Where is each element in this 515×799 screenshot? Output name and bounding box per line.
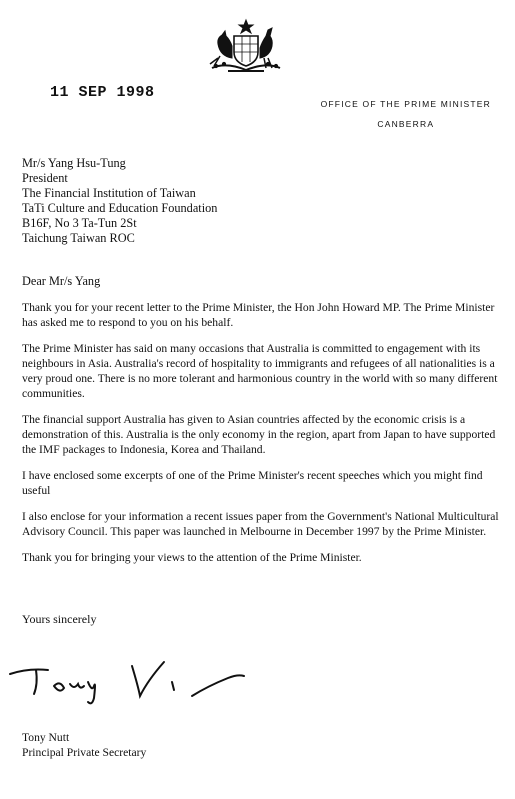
signer-name: Tony Nutt: [22, 731, 70, 744]
body-paragraph: The Prime Minister has said on many occasions that Australia is committed to engagement with its neighbours in Asia. Australia's record of hospitality to immigrants and refugees of all nationalities is a very proud one. There is no more tolerant and harmonious country in the world with so many different communities.: [22, 342, 498, 400]
recipient-street: B16F, No 3 Ta-Tun 2St: [22, 216, 137, 230]
handwritten-signature-icon: [8, 656, 248, 708]
letter-date: 11 SEP 1998: [50, 84, 155, 101]
office-title: OFFICE OF THE PRIME MINISTER: [320, 99, 491, 109]
body-paragraph: I also enclose for your information a recent issues paper from the Government's National Multicultural Advisory Council. This paper was launched in Melbourne in December 1997 by the Prime Minister.: [22, 510, 499, 538]
body-paragraph: Thank you for your recent letter to the Prime Minister, the Hon John Howard MP. The Prime Minister has asked me to respond to you on his behalf.: [22, 301, 495, 329]
body-paragraph: Thank you for bringing your views to the attention of the Prime Minister.: [22, 551, 362, 564]
coat-of-arms-icon: [206, 18, 286, 74]
body-paragraph: The financial support Australia has given to Asian countries affected by the economic crisis is a demonstration of this. Australia is the only economy in the region, apart from Japan to have supported the IMF packages to Indonesia, Korea and Thailand.: [22, 413, 496, 456]
recipient-foundation: TaTi Culture and Education Foundation: [22, 201, 218, 215]
office-city: CANBERRA: [377, 119, 435, 129]
signer-block: [22, 730, 146, 760]
signer-title: Principal Private Secretary: [22, 746, 147, 759]
letter-body: [22, 300, 508, 576]
recipient-institution: The Financial Institution of Taiwan: [22, 186, 196, 200]
body-paragraph: I have enclosed some excerpts of one of the Prime Minister's recent speeches which you might find useful: [22, 469, 483, 497]
recipient-position: President: [22, 171, 68, 185]
recipient-city: Taichung Taiwan ROC: [22, 231, 135, 245]
closing: Yours sincerely: [22, 612, 97, 626]
recipient-address: [22, 156, 217, 246]
salutation: Dear Mr/s Yang: [22, 274, 101, 288]
recipient-name: Mr/s Yang Hsu-Tung: [22, 156, 126, 170]
office-header: [321, 94, 491, 134]
